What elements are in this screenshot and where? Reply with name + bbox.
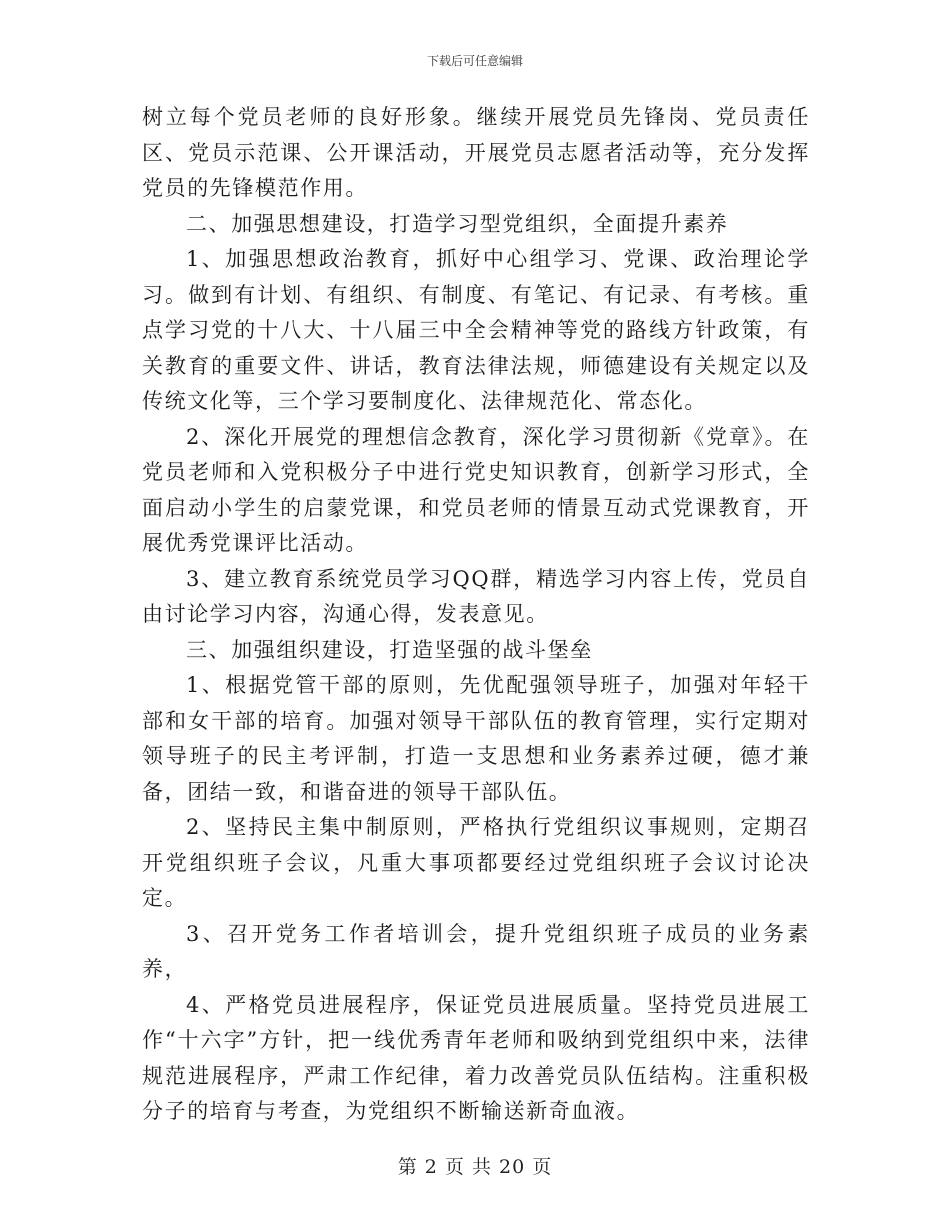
page-header: 下载后可任意编辑 [426,54,523,68]
paragraph-3-4: 4、严格党员进展程序，保证党员进展质量。坚持党员进展工作“十六字”方针，把一线优秀青年老师和吸纳到党组织中来，法律规范进展程序，严肃工作纪律，着力改善党员队伍结构。注重积极分子的培育与考查，为党组织不断输送新奇血液。 [142,992,810,1123]
page-number: 第 2 页 共 20 页 [397,1156,553,1178]
paragraph-3-3: 3、召开党务工作者培训会，提升党组织班子成员的业务素养， [142,921,810,981]
paragraph-2-3: 3、建立教育系统党员学习QQ群，精选学习内容上传，党员自由讨论学习内容，沟通心得，发表意见。 [142,566,810,626]
paragraph-3-1: 1、根据党管干部的原则，先优配强领导班子，加强对年轻干部和女干部的培育。加强对领导干部队伍的教育管理，实行定期对领导班子的民主考评制，打造一支思想和业务素养过硬，德才兼备，团结一致，和谐奋进的领导干部队伍。 [142,673,810,804]
paragraph-2-2: 2、深化开展党的理想信念教育，深化学习贯彻新《党章》。在党员老师和入党积极分子中进行党史知识教育，创新学习形式，全面启动小学生的启蒙党课，和党员老师的情景互动式党课教育，开展优秀党课评比活动。 [142,424,810,555]
document-body [142,100,810,1130]
section-heading-2: 二、加强思想建设，打造学习型党组织，全面提升素养 [186,211,729,236]
paragraph-2-1: 1、加强思想政治教育，抓好中心组学习、党课、政治理论学习。做到有计划、有组织、有制度、有笔记、有记录、有考核。重点学习党的十八大、十八届三中全会精神等党的路线方针政策，有关教育的重要文件、讲话，教育法律法规，师德建设有关规定以及传统文化等，三个学习要制度化、法律规范化、常态化。 [142,247,810,413]
paragraph-3-2: 2、坚持民主集中制原则，严格执行党组织议事规则，定期召开党组织班子会议，凡重大事项都要经过党组织班子会议讨论决定。 [142,815,810,910]
paragraph-1: 树立每个党员老师的良好形象。继续开展党员先锋岗、党员责任区、党员示范课、公开课活动，开展党员志愿者活动等，充分发挥党员的先锋模范作用。 [142,105,810,200]
section-heading-3: 三、加强组织建设，打造坚强的战斗堡垒 [186,637,593,662]
